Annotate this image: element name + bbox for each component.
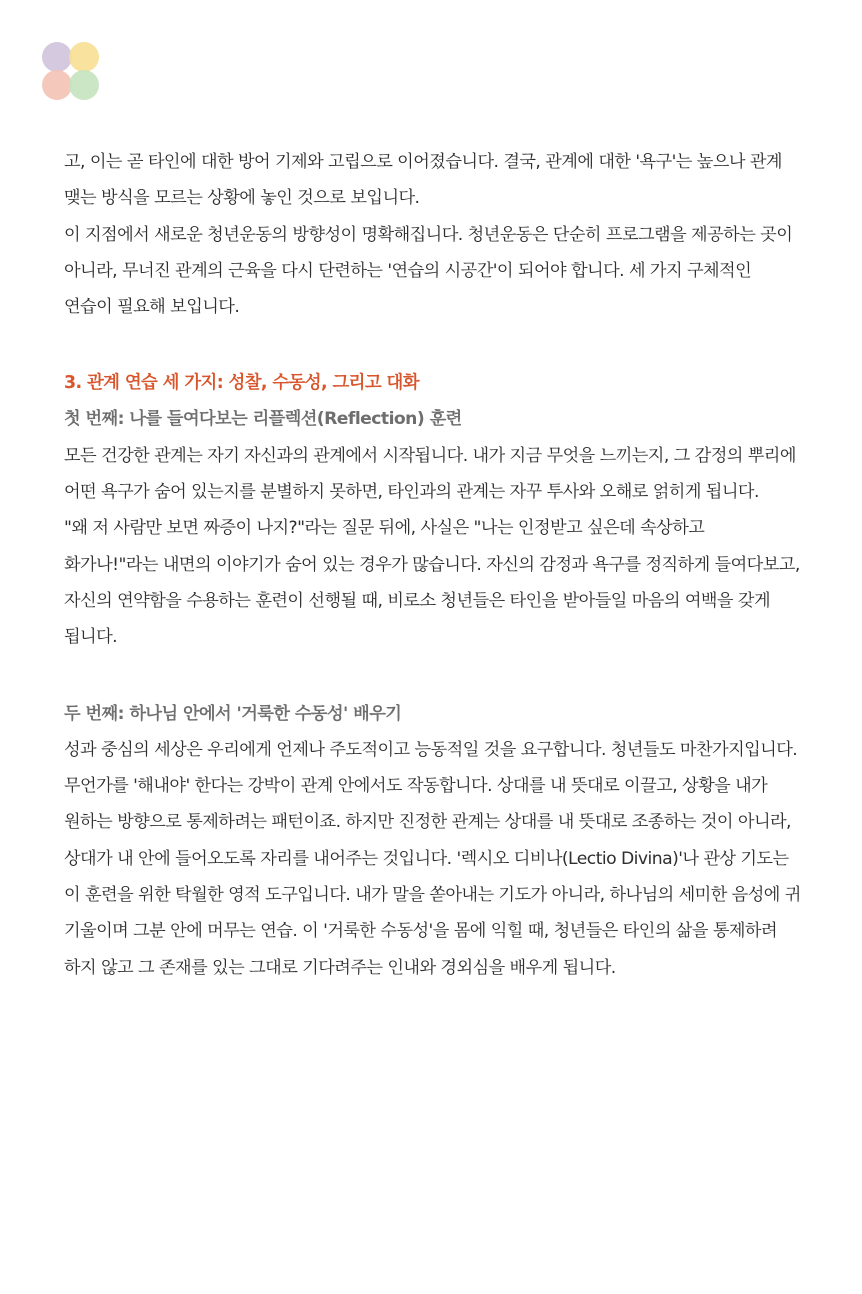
logo-circle-yellow	[69, 42, 99, 72]
second-practice-paragraph-1: 성과 중심의 세상은 우리에게 언제나 주도적이고 능동적일 것을 요구합니다. 청년들도 마찬가지입니다. 무언가를 '해내야' 한다는 강박이 관계 안에서도 작동합니다. 상대를 내 뜻대로 이끌고, 상황을 내가 원하는 방향으로 통제하려는 패턴이죠. 하지만 진정한 관계는 상대를 내 뜻대로 조종하는 것이 아니라, 상대가 내 안에 들어오도록 자리를 내어주는 것입니다. '렉시오 디비나(Lectio Divina)'나 관상 기도는 이 훈련을 위한 탁월한 영적 도구입니다. 내가 말을 쏟아내는 기도가 아니라, 하나님의 세미한 음성에 귀 기울이며 그분 안에 머무는 연습. 이 '거룩한 수동성'을 몸에 익힐 때, 청년들은 타인의 삶을 통제하려 하지 않고 그 존재를 있는 그대로 기다려주는 인내와 경외심을 배우게 됩니다.	[64, 739, 801, 978]
logo-circle-purple	[42, 42, 72, 72]
second-practice-heading: 두 번째: 하나님 안에서 '거룩한 수동성' 배우기	[64, 703, 402, 724]
first-practice-paragraph-2: "왜 저 사람만 보면 짜증이 나지?"라는 질문 뒤에, 사실은 "나는 인정받고 싶은데 속상하고 화가나!"라는 내면의 이야기가 숨어 있는 경우가 많습니다. 자신의 감정과 욕구를 정직하게 들여다보고, 자신의 연약함을 수용하는 훈련이 선행될 때, 비로소 청년들은 타인을 받아들일 마음의 여백을 갖게 됩니다.	[64, 518, 800, 648]
four-circles-logo-icon	[42, 42, 102, 102]
intro-paragraph-2: 이 지점에서 새로운 청년운동의 방향성이 명확해집니다. 청년운동은 단순히 프로그램을 제공하는 곳이 아니라, 무너진 관계의 근육을 다시 단련하는 '연습의 시공간'이 되어야 합니다. 세 가지 구체적인 연습이 필요해 보입니다.	[64, 224, 793, 318]
subsection-spacer	[64, 656, 802, 696]
article-body	[64, 144, 802, 986]
intro-paragraph-1: 고, 이는 곧 타인에 대한 방어 기제와 고립으로 이어졌습니다. 결국, 관계에 대한 '욕구'는 높으나 관계 맺는 방식을 모르는 상황에 놓인 것으로 보입니다.	[64, 152, 782, 209]
first-practice-heading: 첫 번째: 나를 들여다보는 리플렉션(Reflection) 훈련	[64, 409, 462, 430]
logo-circle-green	[69, 70, 99, 100]
logo-circle-peach	[42, 70, 72, 100]
section-spacer	[64, 325, 802, 365]
first-practice-paragraph-1: 모든 건강한 관계는 자기 자신과의 관계에서 시작됩니다. 내가 지금 무엇을 느끼는지, 그 감정의 뿌리에 어떤 욕구가 숨어 있는지를 분별하지 못하면, 타인과의 관계는 자꾸 투사와 오해로 얽히게 됩니다.	[64, 445, 796, 503]
section-title: 3. 관계 연습 세 가지: 성찰, 수동성, 그리고 대화	[64, 373, 419, 394]
